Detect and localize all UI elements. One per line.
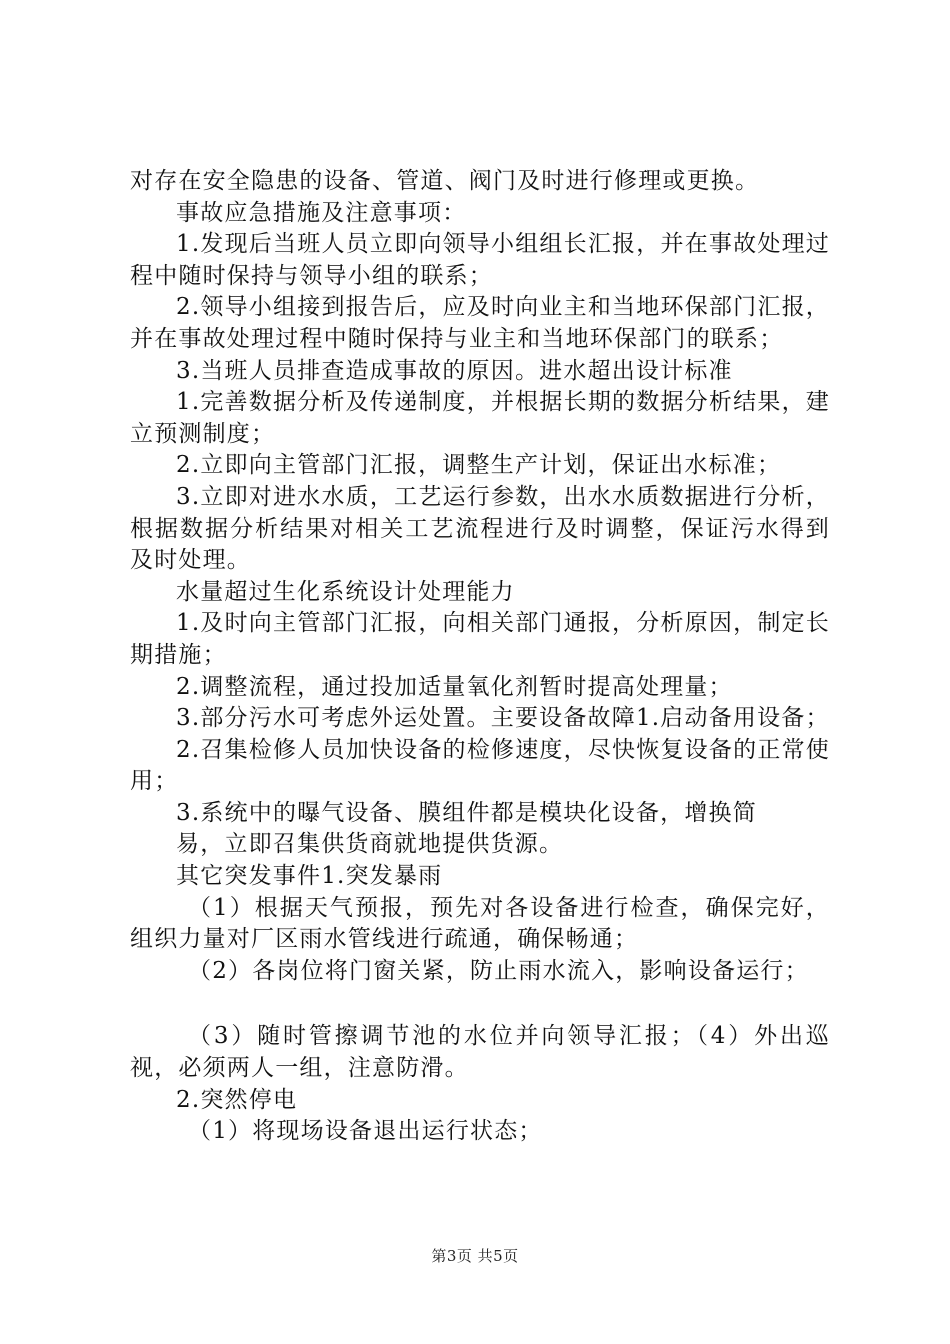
paragraph-10: 1.及时向主管部门汇报，向相关部门通报，分析原因，制定长期措施； <box>130 610 830 668</box>
paragraph-17: （1）根据天气预报，预先对各设备进行检查，确保完好，组织力量对厂区雨水管线进行疏通，确保畅通； <box>130 894 830 953</box>
paragraph-20: 2.突然停电 <box>176 1086 298 1113</box>
paragraph-11: 2.调整流程，通过投加适量氧化剂暂时提高处理量； <box>176 673 733 700</box>
paragraph-8: 3.立即对进水水质，工艺运行参数，出水水质数据进行分析，根据数据分析结果对相关工艺流程进行及时调整，保证污水得到及时处理。 <box>130 483 830 574</box>
paragraph-12: 3.部分污水可考虑外运处置。主要设备故障1.启动备用设备； <box>176 705 830 732</box>
paragraph-1: 对存在安全隐患的设备、管道、阀门及时进行修理或更换。 <box>130 168 760 194</box>
paragraph-14: 3.系统中的曝气设备、膜组件都是模块化设备，增换简 <box>176 799 757 826</box>
paragraph-21: （1）将现场设备退出运行状态； <box>188 1118 543 1145</box>
paragraph-5: 3.当班人员排查造成事故的原因。进水超出设计标准 <box>176 357 733 384</box>
paragraph-19: （3）随时管擦调节池的水位并向领导汇报；（4）外出巡视，必须两人一组，注意防滑。 <box>130 1023 830 1082</box>
paragraph-13: 2.召集检修人员加快设备的检修速度，尽快恢复设备的正常使用； <box>130 736 830 795</box>
paragraph-7: 2.立即向主管部门汇报，调整生产计划，保证出水标准； <box>176 452 782 479</box>
paragraph-9: 水量超过生化系统设计处理能力 <box>176 578 515 605</box>
paragraph-3: 1.发现后当班人员立即向领导小组组长汇报，并在事故处理过程中随时保持与领导小组的联系； <box>130 231 830 289</box>
paragraph-6: 1.完善数据分析及传递制度，并根据长期的数据分析结果，建立预测制度； <box>130 389 830 447</box>
document-body <box>130 166 830 1148</box>
paragraph-15: 易，立即召集供货商就地提供货源。 <box>176 831 564 858</box>
paragraph-16: 其它突发事件1.突发暴雨 <box>176 863 443 890</box>
page-number-footer: 第3页 共5页 <box>431 1247 519 1265</box>
paragraph-18: （2）各岗位将门窗关紧，防止雨水流入，影响设备运行； <box>188 957 809 984</box>
paragraph-2: 事故应急措施及注意事项： <box>176 199 467 226</box>
paragraph-4: 2.领导小组接到报告后，应及时向业主和当地环保部门汇报，并在事故处理过程中随时保持与业主和当地环保部门的联系； <box>130 294 830 352</box>
